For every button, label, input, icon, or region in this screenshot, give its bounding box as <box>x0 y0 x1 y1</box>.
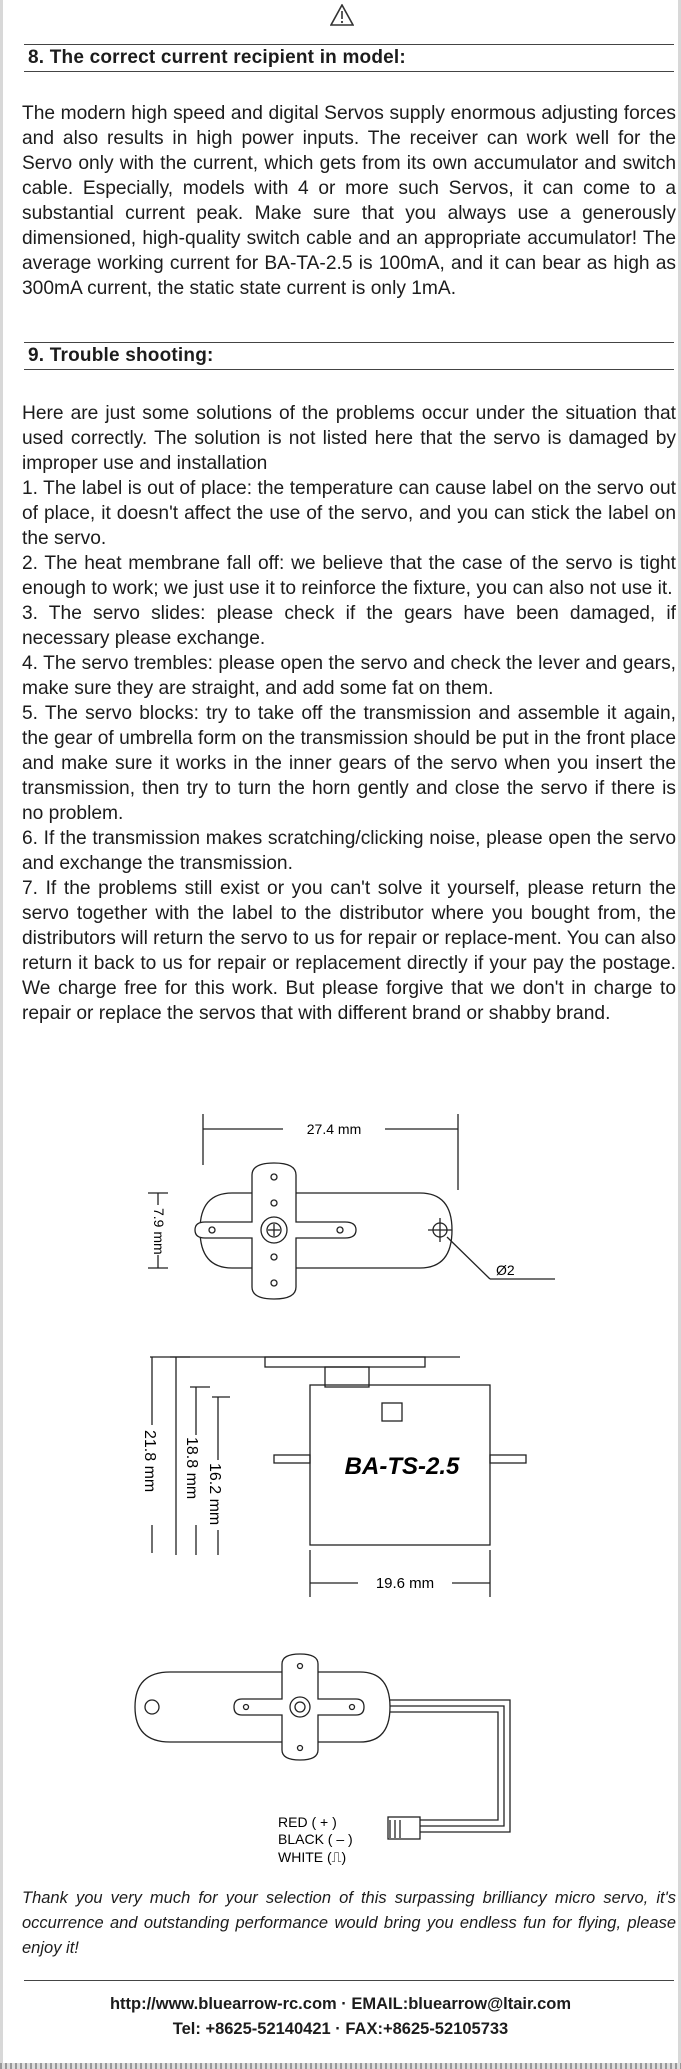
section-rule <box>24 369 674 370</box>
footer-separator: · <box>335 2020 346 2038</box>
phone-number: Tel: +8625-52140421 <box>172 2020 331 2038</box>
email-label: EMAIL: <box>351 1995 409 2013</box>
wire-black-label: BLACK ( – ) <box>278 1831 353 1847</box>
footer-contact-line2 <box>0 2020 681 2039</box>
scan-edge-bottom <box>0 2063 681 2069</box>
section9-body <box>22 401 676 1026</box>
height-16-2-label: 16.2 mm <box>206 1463 223 1526</box>
height-18-8-label: 18.8 mm <box>183 1437 200 1500</box>
width-dimension-label: 27.4 mm <box>306 1121 362 1137</box>
website-link[interactable]: http://www.bluearrow-rc.com <box>109 1995 337 2013</box>
section8-paragraph: The modern high speed and digital Servos supply enormous adjusting forces and also results in high power inputs. The receiver can work well for the Servo only with the current, which gets from its own accumulator and switch cable. Especially, models with 4 or more such Servos, it can come to a substantial current peak. Make sure that you always use a generously dimensioned, high-quality switch cable and an appropriate accumulator! The average working current for BA-TA-2.5 is 100mA, and it can bear as high as 300mA current, the static state current is only 1mA. <box>22 103 676 299</box>
footer-rule <box>24 1980 674 1981</box>
hole-diameter-label: Ø2 <box>496 1262 515 1278</box>
section9-heading: 9. Trouble shooting: <box>28 345 214 366</box>
thank-you-note: Thank you very much for your selection of this surpassing brilliancy micro servo, it's occurrence and outstanding performance would bring you endless fun for flying, please enjoy it! <box>22 1889 676 1957</box>
servo-side-view-diagram <box>0 1345 681 1645</box>
section9-intro: Here are just some solutions of the problems occur under the situation that used correctly. The solution is not listed here that the servo is damaged by improper use and installation <box>22 403 676 474</box>
trouble-item: 7. If the problems still exist or you can't solve it yourself, please return the servo together with the label to the distributor where you bought from, the distributors will return the servo to us for repair or replace-ment. You can also return it back to us for repair or replacement directly if your pay the postage. We charge free for this work. But please forgive that we don't in charge to repair or replace the servos that with different brand or shabby brand. <box>22 878 676 1024</box>
width-19-6-label: 19.6 mm <box>375 1575 435 1592</box>
section-rule <box>24 44 674 45</box>
trouble-item: 6. If the transmission makes scratching/clicking noise, please open the servo and exchange the transmission. <box>22 828 676 874</box>
section8-body <box>22 101 676 301</box>
trouble-item: 3. The servo slides: please check if the gears have been damaged, if necessary please exchange. <box>22 603 676 649</box>
trouble-item: 1. The label is out of place: the temperature can cause label on the servo out of place, it doesn't affect the use of the servo, and you can stick the label on the servo. <box>22 478 676 549</box>
fax-number: FAX:+8625-52105733 <box>345 2020 509 2038</box>
section8-heading: 8. The correct current recipient in model: <box>28 47 406 68</box>
servo-wiring-diagram <box>0 1652 681 1877</box>
section-rule <box>24 71 674 72</box>
footer-separator: · <box>341 1995 352 2013</box>
trouble-item: 5. The servo blocks: try to take off the transmission and assemble it again, the gear of umbrella form on the transmission should be put in the front place and make sure it works in the inner gears of the servo when you insert the transmission, then try to turn the horn gently and close the servo if there is no problem. <box>22 703 676 824</box>
height-dimension-label: 7.9 mm <box>151 1208 167 1255</box>
servo-top-view-diagram <box>0 1105 681 1330</box>
trouble-item: 2. The heat membrane fall off: we believe that the case of the servo is tight enough to work; we just use it to reinforce the fixture, you can also not use it. <box>22 553 676 599</box>
wire-white-label: WHITE (⎍) <box>278 1849 347 1865</box>
height-21-8-label: 21.8 mm <box>141 1430 158 1493</box>
wire-red-label: RED ( + ) <box>278 1814 337 1830</box>
warning-triangle-icon <box>330 4 354 26</box>
email-link[interactable]: bluearrow@ltair.com <box>408 1995 572 2013</box>
model-label: BA-TS-2.5 <box>344 1453 460 1480</box>
section-rule <box>24 342 674 343</box>
trouble-item: 4. The servo trembles: please open the servo and check the lever and gears, make sure they are straight, and add some fat on them. <box>22 653 676 699</box>
footer-contact-line1 <box>0 1995 681 2014</box>
